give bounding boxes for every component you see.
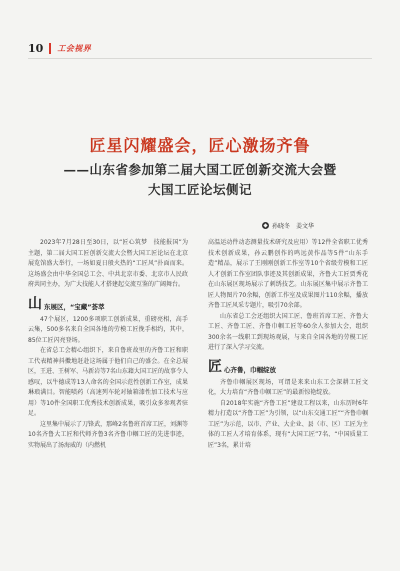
article-subtitle-line1: ——山东省参加第二届大国工匠创新交流大会暨 (63, 162, 337, 177)
subhead-initial: 匠 (208, 358, 222, 375)
author-names: 孙晓冬 姜文华 (271, 223, 314, 230)
paragraph: 高温运动件动态测量技术研究及应用）等12件全省职工优秀技术创新成果，孙云鹏创作的鸣远黄作品等5件“山东手造”精品，展示了王刚刚创新工作室等10个省级劳模和工匠人才创新工作室团队事迹及其创新成果，齐鲁大工匠贾秀花在山东展区现场展示了刺绣技艺。山东展区集中展示齐鲁工匠人物图片70余幅，创新工作室及成果图片110余幅，播放齐鲁工匠风采专题片，吸引70余部。 (208, 239, 368, 309)
subhead-text: 东展区，“宝藏”荟萃 (44, 302, 105, 311)
paragraph: 2023年7月28日至30日，以“匠心筑梦 技能报国”为主题，第二届大国工匠创新交流大会暨大国工匠论坛在北京展览馆盛大举行，一场如夏日般火热的“工匠风”扑面而来。这场盛会由中华全国总工会、中共北京市委、北京市人民政府共同主办，为广大技能人才搭建起交流互鉴的广阔舞台。 (28, 239, 188, 288)
subhead-text: 心齐鲁，巾帼绽放 (224, 365, 276, 374)
header-divider (49, 43, 51, 54)
paragraph: 47个展区，1200多项职工创新成果，重磅亮相，高手云集，500多名来自全国各地的劳模工匠挽手相约，其中，85位工匠闪亮登场。 (28, 315, 188, 344)
header-rule (28, 58, 372, 59)
article-subtitle-line2: 大国工匠论坛侧记 (147, 182, 252, 197)
article-title: 匠星闪耀盛会，匠心激扬齐鲁 (89, 136, 311, 155)
section-name: 工会视界 (57, 43, 92, 53)
subhead-initial: 山 (28, 295, 42, 312)
paragraph: 这里集中展示了刀锋武，那峰2名鲁班首席工匠，刘渊等10名齐鲁大工匠和代师齐鲁3名齐鲁巾帼工匠的先进事迹，实物展出了汤海威的（内燃机 (28, 420, 188, 449)
paragraph: 自2018年实施“齐鲁工匠”建设工程以来，山东历时6年精力打造以“齐鲁工匠”为引领，以“山东交通工匠”“齐鲁巾帼工匠”为示范，以市、产业、大企业、县（市、区）工匠为主体的工匠人才培育体系，现有“大国工匠”7名、“中国质量工匠”3名，累计培 (208, 399, 368, 449)
left-column (28, 238, 188, 451)
subhead-1 (28, 297, 188, 311)
right-column (208, 238, 368, 451)
page-number: 10 (28, 41, 44, 55)
author-byline (262, 221, 314, 230)
page-header (28, 40, 91, 56)
paragraph: 齐鲁巾帼展区现场，可谓是来来山东工会深耕工匠文化，大力培育“齐鲁巾帼工匠”的最新惊艳绽放。 (208, 378, 368, 396)
paragraph: 在省总工会精心组织下，来自鲁班故里的齐鲁工匠和职工代表精神抖擞地赶赴这场属于他们自己的盛会。在全总展区，王进、王树军、马新岩等7名山东籍大国工匠的故事令人感叹，以牛德成等13人命名的全国示范性创新工作室，成果琳琅满目。智能喷药（高速列车轮对轴箱漆性加工技术与应用）等10件全国职工优秀技术创新成果，吸引众多参观者驻足。 (28, 347, 188, 417)
subhead-2 (208, 360, 368, 374)
paragraph: 山东省总工会还组织大国工匠、鲁班首席工匠、齐鲁大工匠、齐鲁工匠、齐鲁巾帼工匠等60余人参加大会，组织300余名一线职工到现场观展，与来自全国各地的劳模工匠进行了深入学习交流。 (208, 312, 368, 351)
pen-icon (262, 222, 269, 229)
